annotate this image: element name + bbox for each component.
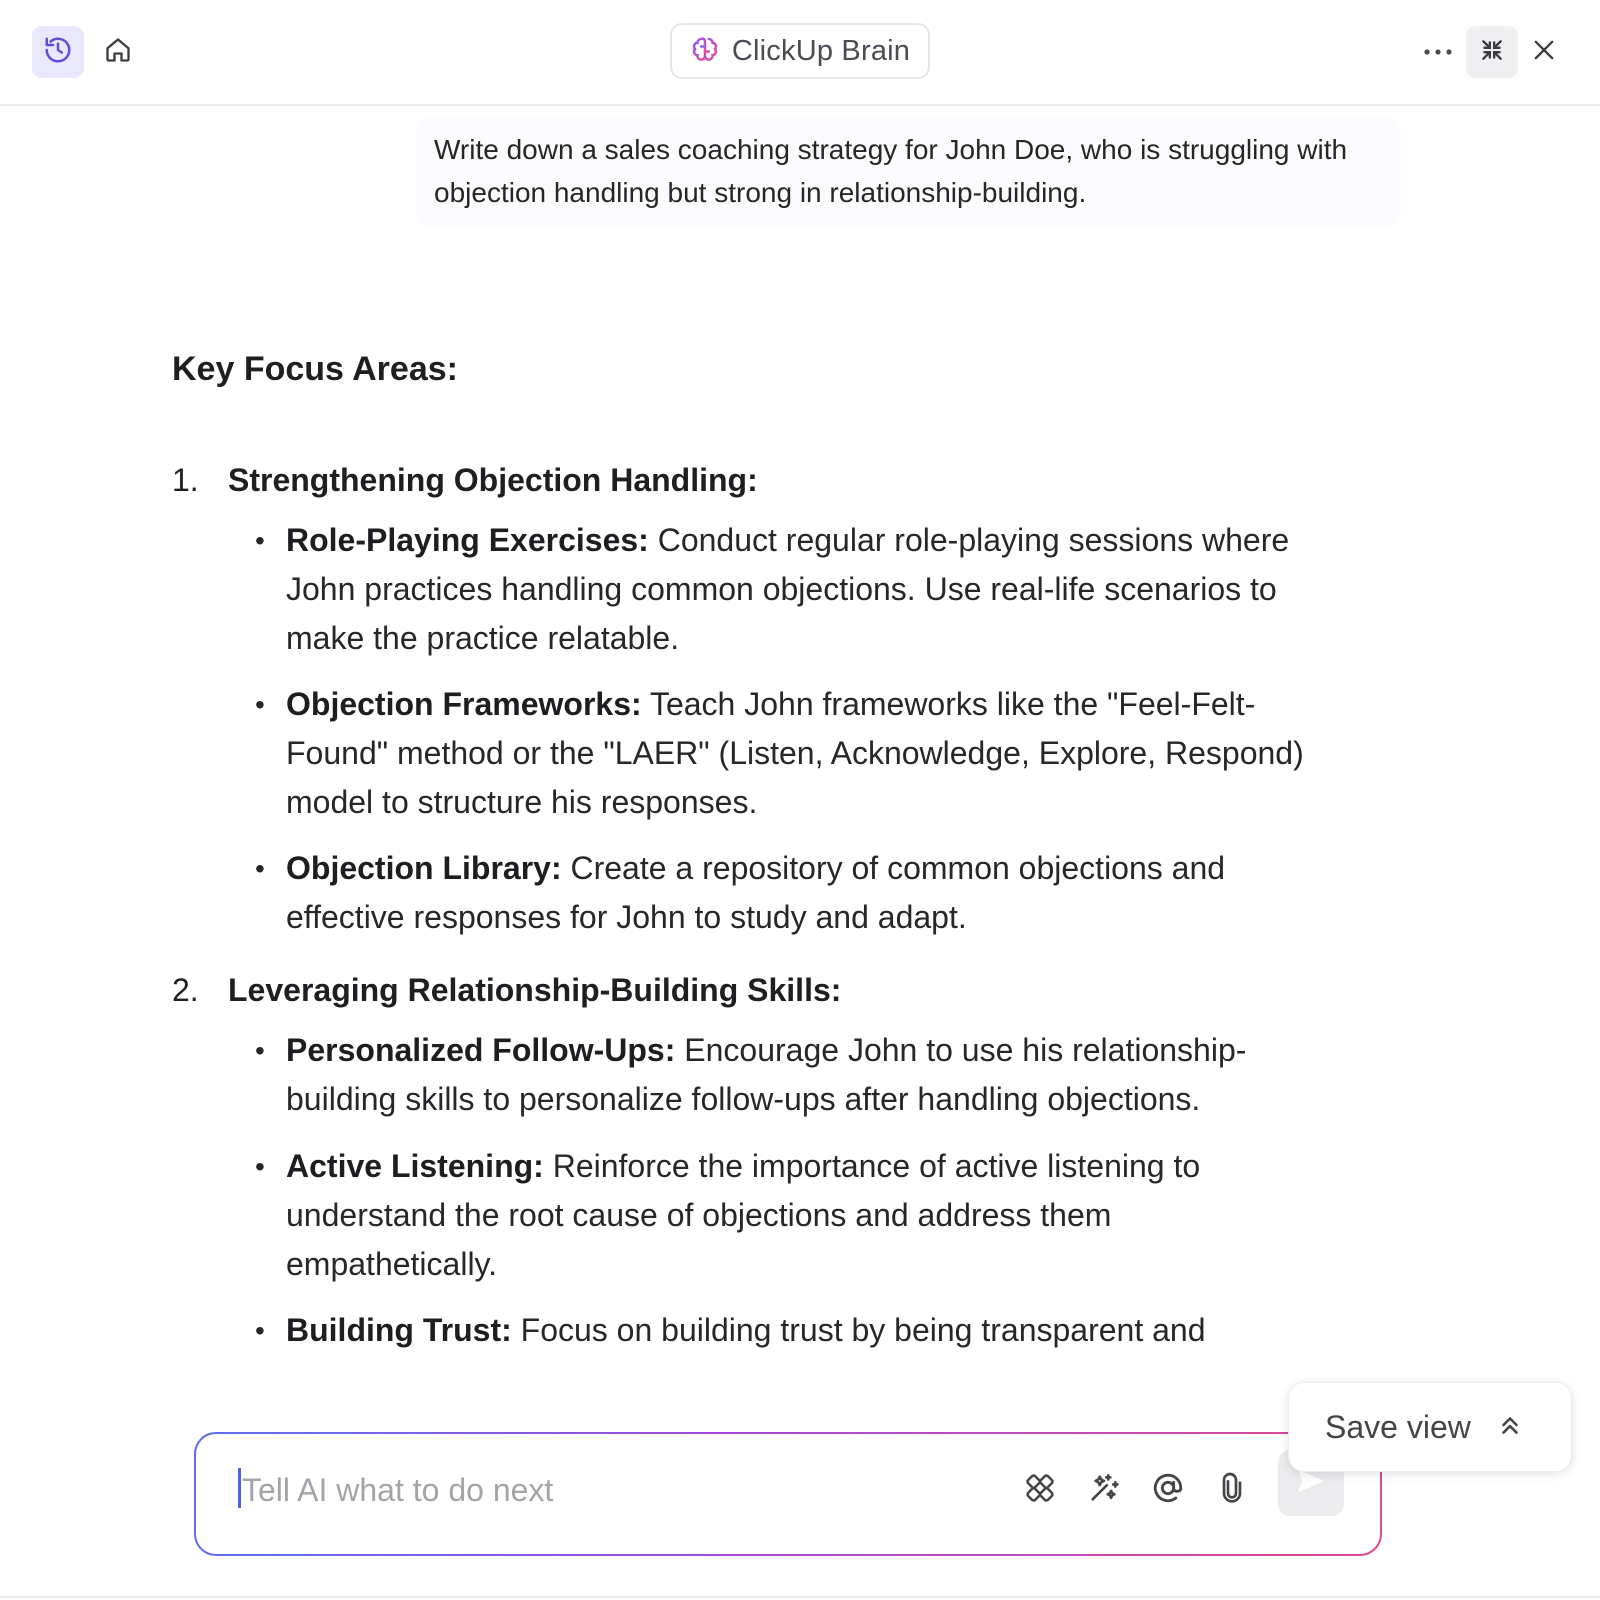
mention-button[interactable]: [1142, 1464, 1194, 1516]
bullet-label: Active Listening:: [286, 1148, 544, 1184]
bullet-label: Objection Library:: [286, 850, 562, 886]
list-item: [255, 516, 1308, 663]
section-title-text: Strengthening Objection Handling:: [228, 462, 758, 498]
more-horizontal-icon: [1423, 43, 1453, 61]
bullet-label: Objection Frameworks:: [286, 686, 642, 722]
list-item: [255, 1142, 1308, 1289]
list-item: [255, 1026, 1308, 1124]
at-mention-icon: [1151, 1471, 1185, 1510]
brain-logo-icon: [690, 34, 720, 69]
more-options-button[interactable]: [1412, 26, 1464, 78]
history-icon: [43, 35, 73, 70]
section-title: [172, 972, 841, 1009]
bullet-text: Encourage John to use his relationship-building skills to personalize follow-ups after handling objections.: [286, 1032, 1247, 1117]
chevron-double-up-icon: [1497, 1412, 1523, 1443]
bullet-label: Personalized Follow-Ups:: [286, 1032, 676, 1068]
bullet-dot: •: [255, 1315, 265, 1346]
bottom-divider: [0, 1596, 1600, 1598]
bullet-text: Conduct regular role-playing sessions where John practices handling common objections. Use real-life scenarios to make the practice relatable.: [286, 522, 1290, 656]
ai-actions-button[interactable]: [1078, 1464, 1130, 1516]
bullet-text: Create a repository of common objections and effective responses for John to study and adapt.: [286, 850, 1226, 935]
attachment-icon: [1216, 1471, 1248, 1510]
list-item: [255, 680, 1308, 827]
integrations-button[interactable]: [1014, 1464, 1066, 1516]
section-title: [172, 462, 758, 499]
user-prompt-bubble: Write down a sales coaching strategy for John Doe, who is struggling with objection handling but strong in relationship-building.: [416, 116, 1400, 228]
bullet-text: Teach John frameworks like the "Feel-Felt-Found" method or the "LAER" (Listen, Acknowledge, Explore, Respond) model to structure his responses.: [286, 686, 1304, 820]
save-view-button[interactable]: [1288, 1382, 1572, 1472]
list-item: [255, 1306, 1308, 1356]
history-button[interactable]: [32, 26, 84, 78]
close-icon: [1530, 36, 1558, 69]
bullet-dot: •: [255, 1151, 265, 1182]
sparkles-icon: [1087, 1471, 1121, 1510]
collapse-button[interactable]: [1466, 26, 1518, 78]
home-button[interactable]: [92, 26, 144, 78]
puzzle-icon: [1023, 1471, 1057, 1510]
bullet-dot: •: [255, 525, 265, 556]
close-button[interactable]: [1518, 26, 1570, 78]
clickup-brain-selector[interactable]: [670, 23, 930, 79]
bullet-text: Reinforce the importance of active listening to understand the root cause of objections and address them empathetically.: [286, 1148, 1201, 1282]
collapse-icon: [1479, 37, 1505, 68]
ai-prompt-input[interactable]: [240, 1464, 1004, 1516]
list-item: [255, 844, 1308, 942]
response-heading: Key Focus Areas:: [172, 350, 458, 388]
top-bar: [0, 0, 1600, 106]
section-title-text: Leveraging Relationship-Building Skills:: [228, 972, 842, 1008]
bullet-label: Building Trust:: [286, 1312, 512, 1348]
home-icon: [104, 36, 132, 69]
bullet-dot: •: [255, 689, 265, 720]
bullet-dot: •: [255, 853, 265, 884]
save-view-label: Save view: [1325, 1408, 1471, 1445]
bullet-label: Role-Playing Exercises:: [286, 522, 649, 558]
ai-composer: [194, 1432, 1382, 1556]
section-number: 2.: [172, 972, 199, 1008]
section-number: 1.: [172, 462, 199, 498]
bullet-text: Focus on building trust by being transparent and: [511, 1312, 1206, 1348]
bullet-dot: •: [255, 1035, 265, 1066]
brain-title: ClickUp Brain: [731, 34, 911, 67]
attach-button[interactable]: [1206, 1464, 1258, 1516]
